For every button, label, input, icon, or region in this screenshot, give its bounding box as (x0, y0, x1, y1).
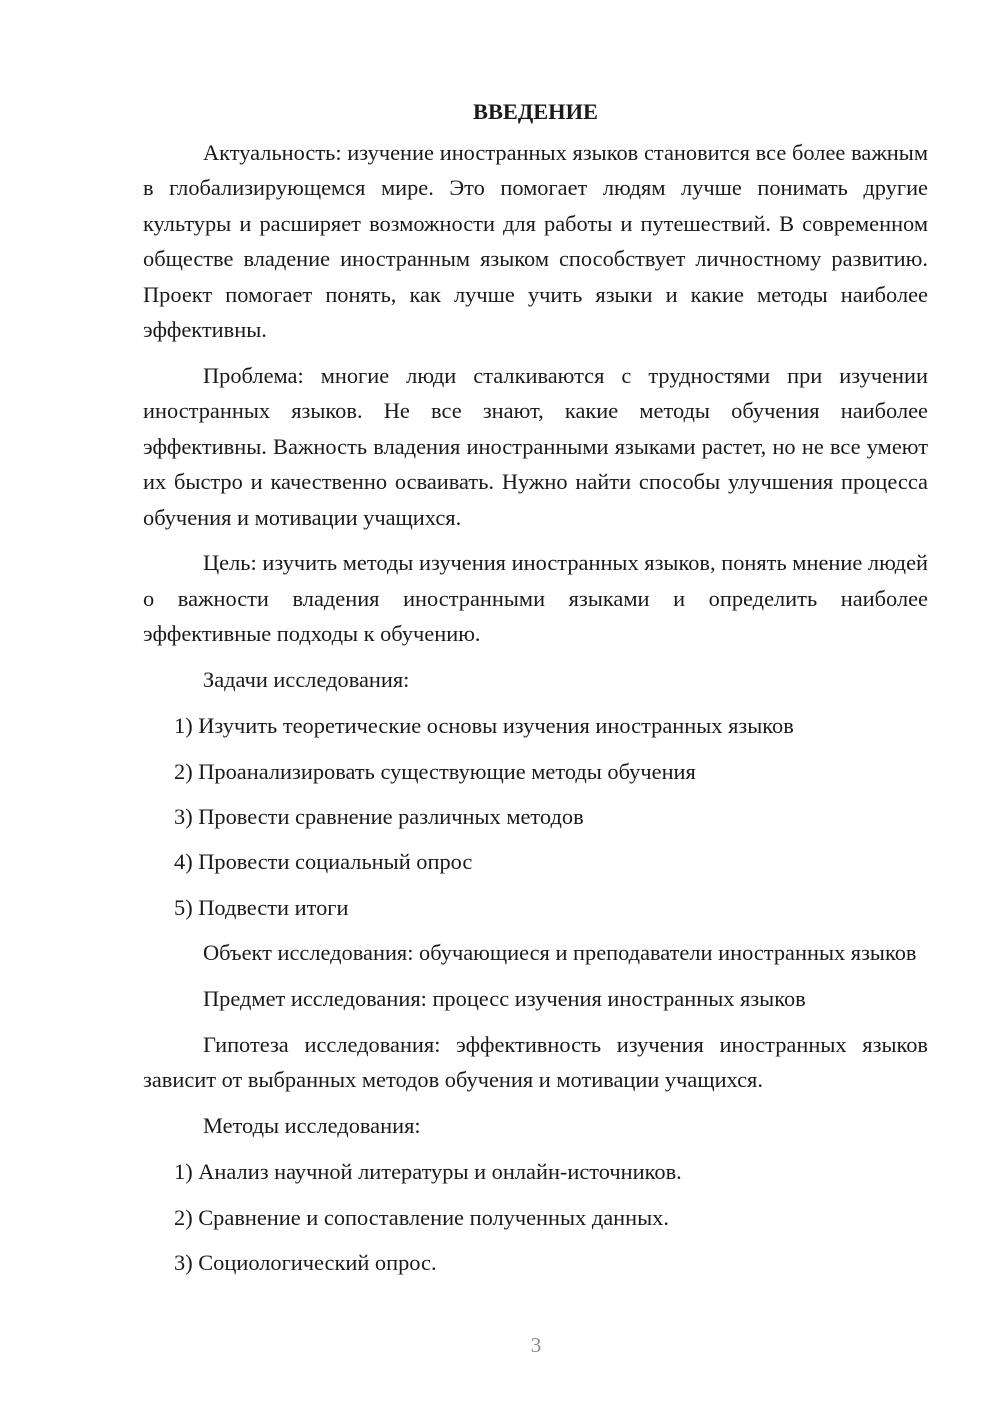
goal-paragraph: Цель: изучить методы изучения иностранных языков, понять мнение людей о важности владения иностранными языками и определить наиболее эффективные подходы к обучению. (143, 550, 928, 647)
relevance-paragraph: Актуальность: изучение иностранных языков становится все более важным в глобализирующемся мире. Это помогает людям лучше понимать другие культуры и расширяет возможности для работы и путешествий. В современном обществе владение иностранным языком способствует личностному развитию. Проект помогает понять, как лучше учить языки и какие методы наиболее эффективны. (143, 140, 928, 343)
subject-paragraph: Предмет исследования: процесс изучения иностранных языков (203, 986, 806, 1012)
task-item: 5) Подвести итоги (174, 894, 349, 920)
task-item: 4) Провести социальный опрос (174, 849, 473, 875)
hypothesis-paragraph: Гипотеза исследования: эффективность изучения иностранных языков зависит от выбранных методов обучения и мотивации учащихся. (143, 1031, 928, 1093)
method-item: 3) Социологический опрос. (174, 1249, 437, 1275)
task-item: 1) Изучить теоретические основы изучения иностранных языков (174, 713, 794, 739)
task-item: 3) Провести сравнение различных методов (174, 803, 584, 829)
tasks-list (143, 708, 928, 925)
task-item: 2) Проанализировать существующие методы обучения (174, 758, 696, 784)
methods-list (143, 1154, 928, 1280)
page-number: 3 (530, 1333, 542, 1357)
method-item: 2) Сравнение и сопоставление полученных данных. (174, 1204, 669, 1230)
tasks-heading: Задачи исследования: (203, 667, 410, 693)
methods-heading: Методы исследования: (203, 1113, 421, 1139)
problem-paragraph: Проблема: многие люди сталкиваются с трудностями при изучении иностранных языков. Не все знают, какие методы обучения наиболее эффективны. Важность владения иностранными языками растет, но не все умеют их быстро и качественно осваивать. Нужно найти способы улучшения процесса обучения и мотивации учащихся. (143, 362, 928, 530)
section-title: ВВЕДЕНИЕ (473, 99, 598, 124)
page-content (143, 97, 928, 1290)
method-item: 1) Анализ научной литературы и онлайн-источников. (174, 1159, 682, 1185)
object-paragraph: Объект исследования: обучающиеся и преподаватели иностранных языков (203, 940, 917, 966)
